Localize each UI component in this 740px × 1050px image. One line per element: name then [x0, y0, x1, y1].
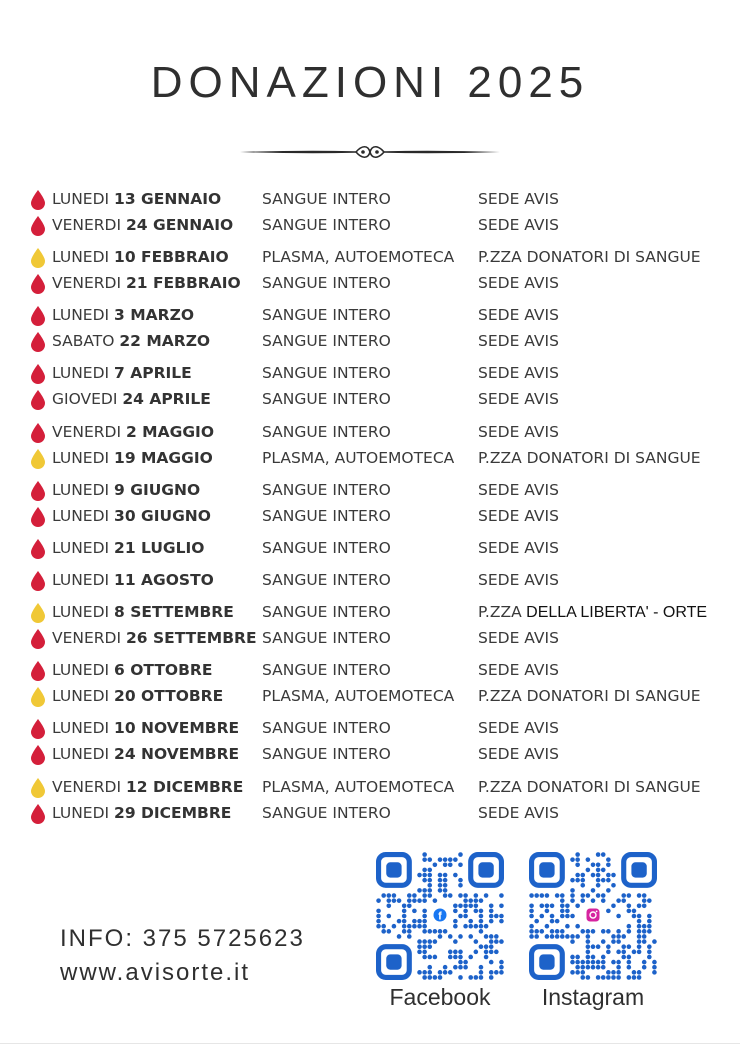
row-location [478, 778, 701, 796]
row-donation-type: SANGUE INTERO [262, 216, 391, 234]
row-day: VENERDI [52, 629, 122, 647]
row-location-text: SEDE AVIS [478, 423, 559, 441]
yellow-drop-icon [30, 686, 46, 707]
row-day: VENERDI [52, 778, 122, 796]
row-location-text: SEDE AVIS [478, 190, 559, 208]
row-day: GIOVEDI [52, 390, 118, 408]
row-location-text: P.ZZA DONATORI DI SANGUE [478, 687, 701, 705]
facebook-icon [434, 909, 447, 923]
red-drop-icon [30, 538, 46, 559]
row-date [52, 306, 194, 324]
qr-finder-pattern [379, 855, 410, 886]
row-location-text: SEDE AVIS [478, 306, 559, 324]
row-donation-type: PLASMA, AUTOEMOTECA [262, 449, 455, 467]
schedule-row [0, 776, 740, 800]
row-date-value: 19 MAGGIO [114, 449, 213, 467]
row-day: LUNEDI [52, 571, 110, 589]
qr-finder-pattern [624, 855, 655, 886]
schedule-row [0, 246, 740, 270]
row-donation-type: SANGUE INTERO [262, 629, 391, 647]
row-date [52, 332, 210, 350]
row-location [478, 687, 701, 705]
row-date-value: 21 LUGLIO [114, 539, 205, 557]
contact-info [60, 922, 305, 990]
row-donation-type: SANGUE INTERO [262, 306, 391, 324]
schedule-row [0, 685, 740, 709]
qr-finder-pattern [532, 855, 563, 886]
row-day: VENERDI [52, 423, 122, 441]
row-date [52, 629, 257, 647]
row-location-extra: DELLA LIBERTA' - ORTE [521, 604, 708, 621]
row-location-text: SEDE AVIS [478, 332, 559, 350]
row-location [478, 629, 559, 647]
row-date-value: 20 OTTOBRE [114, 687, 224, 705]
schedule-row [0, 388, 740, 412]
instagram-label[interactable]: Instagram [541, 984, 645, 1010]
qr-finder-pattern [471, 855, 502, 886]
row-date-value: 3 MARZO [114, 306, 194, 324]
row-date-value: 2 MAGGIO [126, 423, 214, 441]
schedule-row [0, 330, 740, 354]
row-donation-type: PLASMA, AUTOEMOTECA [262, 687, 455, 705]
schedule-row [0, 569, 740, 593]
yellow-drop-icon [30, 448, 46, 469]
qr-finder-pattern [532, 947, 563, 978]
row-location-text: SEDE AVIS [478, 274, 559, 292]
row-date [52, 719, 239, 737]
red-drop-icon [30, 273, 46, 294]
schedule-row [0, 743, 740, 767]
row-date [52, 778, 243, 796]
row-donation-type: SANGUE INTERO [262, 745, 391, 763]
row-date [52, 745, 239, 763]
row-date-value: 12 DICEMBRE [126, 778, 244, 796]
row-date [52, 364, 192, 382]
row-donation-type: SANGUE INTERO [262, 571, 391, 589]
row-date [52, 804, 231, 822]
row-donation-type: PLASMA, AUTOEMOTECA [262, 778, 455, 796]
row-donation-type: SANGUE INTERO [262, 719, 391, 737]
schedule-row [0, 601, 740, 625]
row-date-value: 6 OTTOBRE [114, 661, 213, 679]
row-date-value: 8 SETTEMBRE [114, 603, 234, 621]
row-date [52, 661, 212, 679]
row-date [52, 481, 200, 499]
row-date [52, 507, 211, 525]
row-location-text: SEDE AVIS [478, 507, 559, 525]
row-date [52, 423, 214, 441]
row-date-value: 24 GENNAIO [126, 216, 234, 234]
row-location [478, 745, 559, 763]
red-drop-icon [30, 803, 46, 824]
row-location-text: SEDE AVIS [478, 539, 559, 557]
row-donation-type: SANGUE INTERO [262, 507, 391, 525]
website-link[interactable]: www.avisorte.it [60, 959, 251, 986]
row-location-text: SEDE AVIS [478, 481, 559, 499]
row-day: LUNEDI [52, 507, 110, 525]
row-day: LUNEDI [52, 364, 110, 382]
row-location [478, 332, 559, 350]
row-day: VENERDI [52, 216, 122, 234]
row-location [478, 306, 559, 324]
row-day: LUNEDI [52, 306, 110, 324]
row-donation-type: SANGUE INTERO [262, 481, 391, 499]
row-date-value: 24 NOVEMBRE [114, 745, 240, 763]
facebook-qr-code[interactable] [376, 852, 504, 980]
row-location-text: SEDE AVIS [478, 390, 559, 408]
red-drop-icon [30, 660, 46, 681]
page-title: DONAZIONI 2025 [150, 58, 590, 107]
row-date-value: 29 DICEMBRE [114, 804, 232, 822]
yellow-drop-icon [30, 247, 46, 268]
row-date-value: 30 GIUGNO [114, 507, 211, 525]
row-day: LUNEDI [52, 745, 110, 763]
row-date [52, 190, 221, 208]
row-location [478, 661, 559, 679]
row-location [478, 248, 701, 266]
red-drop-icon [30, 305, 46, 326]
row-location [478, 539, 559, 557]
row-location [478, 449, 701, 467]
row-location-text: SEDE AVIS [478, 719, 559, 737]
row-location [478, 390, 559, 408]
red-drop-icon [30, 363, 46, 384]
row-donation-type: SANGUE INTERO [262, 332, 391, 350]
row-date-value: 10 NOVEMBRE [114, 719, 240, 737]
row-location [478, 364, 559, 382]
row-location-text: P.ZZA [478, 603, 522, 621]
row-date [52, 571, 214, 589]
row-date-value: 21 FEBBRAIO [126, 274, 241, 292]
row-donation-type: PLASMA, AUTOEMOTECA [262, 248, 455, 266]
row-day: LUNEDI [52, 248, 110, 266]
row-location-text: P.ZZA DONATORI DI SANGUE [478, 449, 701, 467]
row-day: LUNEDI [52, 603, 110, 621]
schedule-row [0, 272, 740, 296]
red-drop-icon [30, 718, 46, 739]
row-date [52, 539, 204, 557]
footer-divider [0, 1043, 740, 1044]
row-day: VENERDI [52, 274, 122, 292]
schedule-row [0, 505, 740, 529]
row-date [52, 603, 234, 621]
row-location-text: SEDE AVIS [478, 745, 559, 763]
row-donation-type: SANGUE INTERO [262, 603, 391, 621]
instagram-qr-code[interactable] [529, 852, 657, 980]
row-date-value: 10 FEBBRAIO [114, 248, 229, 266]
row-location [478, 216, 559, 234]
row-date-value: 9 GIUGNO [114, 481, 201, 499]
row-day: LUNEDI [52, 481, 110, 499]
row-date-value: 7 APRILE [114, 364, 192, 382]
row-day: LUNEDI [52, 449, 110, 467]
row-location-text: SEDE AVIS [478, 629, 559, 647]
red-drop-icon [30, 570, 46, 591]
row-date [52, 449, 213, 467]
row-location-text: SEDE AVIS [478, 661, 559, 679]
row-location-text: P.ZZA DONATORI DI SANGUE [478, 248, 701, 266]
row-day: LUNEDI [52, 661, 110, 679]
row-location [478, 719, 559, 737]
row-date [52, 248, 229, 266]
red-drop-icon [30, 628, 46, 649]
row-donation-type: SANGUE INTERO [262, 423, 391, 441]
row-day: LUNEDI [52, 190, 110, 208]
red-drop-icon [30, 744, 46, 765]
yellow-drop-icon [30, 777, 46, 798]
schedule-row [0, 304, 740, 328]
row-date [52, 274, 241, 292]
schedule-row [0, 421, 740, 445]
row-date [52, 687, 223, 705]
row-date-value: 24 APRILE [122, 390, 211, 408]
schedule-row [0, 188, 740, 212]
instagram-icon [587, 909, 600, 922]
row-location [478, 274, 559, 292]
svg-text:f: f [438, 910, 442, 923]
row-location-text: SEDE AVIS [478, 364, 559, 382]
schedule-row [0, 627, 740, 651]
red-drop-icon [30, 480, 46, 501]
row-location [478, 804, 559, 822]
row-day: LUNEDI [52, 539, 110, 557]
row-location [478, 423, 559, 441]
row-donation-type: SANGUE INTERO [262, 274, 391, 292]
row-date [52, 216, 233, 234]
row-donation-type: SANGUE INTERO [262, 661, 391, 679]
row-day: LUNEDI [52, 804, 110, 822]
yellow-drop-icon [30, 602, 46, 623]
row-location-text: SEDE AVIS [478, 804, 559, 822]
qr-finder-pattern [379, 947, 410, 978]
row-location-text: SEDE AVIS [478, 216, 559, 234]
row-day: LUNEDI [52, 687, 110, 705]
schedule-row [0, 537, 740, 561]
row-date-value: 26 SETTEMBRE [126, 629, 257, 647]
red-drop-icon [30, 215, 46, 236]
phone-number: INFO: 375 5725623 [60, 925, 305, 952]
row-location [478, 481, 559, 499]
row-donation-type: SANGUE INTERO [262, 364, 391, 382]
row-location [478, 571, 559, 589]
row-date-value: 13 GENNAIO [114, 190, 222, 208]
schedule-row [0, 659, 740, 683]
row-donation-type: SANGUE INTERO [262, 539, 391, 557]
schedule-row [0, 717, 740, 741]
row-location-text: SEDE AVIS [478, 571, 559, 589]
schedule-row [0, 479, 740, 503]
row-date-value: 11 AGOSTO [114, 571, 214, 589]
row-donation-type: SANGUE INTERO [262, 390, 391, 408]
row-location-text: P.ZZA DONATORI DI SANGUE [478, 778, 701, 796]
row-date-value: 22 MARZO [119, 332, 211, 350]
red-drop-icon [30, 331, 46, 352]
row-date [52, 390, 211, 408]
red-drop-icon [30, 389, 46, 410]
row-location [478, 507, 559, 525]
schedule-row [0, 447, 740, 471]
row-location [478, 603, 707, 622]
row-day: LUNEDI [52, 719, 110, 737]
red-drop-icon [30, 506, 46, 527]
schedule-row [0, 802, 740, 826]
schedule-row [0, 362, 740, 386]
row-day: SABATO [52, 332, 115, 350]
red-drop-icon [30, 189, 46, 210]
row-donation-type: SANGUE INTERO [262, 190, 391, 208]
schedule-row [0, 214, 740, 238]
row-donation-type: SANGUE INTERO [262, 804, 391, 822]
red-drop-icon [30, 422, 46, 443]
row-location [478, 190, 559, 208]
facebook-label[interactable]: Facebook [389, 984, 491, 1010]
